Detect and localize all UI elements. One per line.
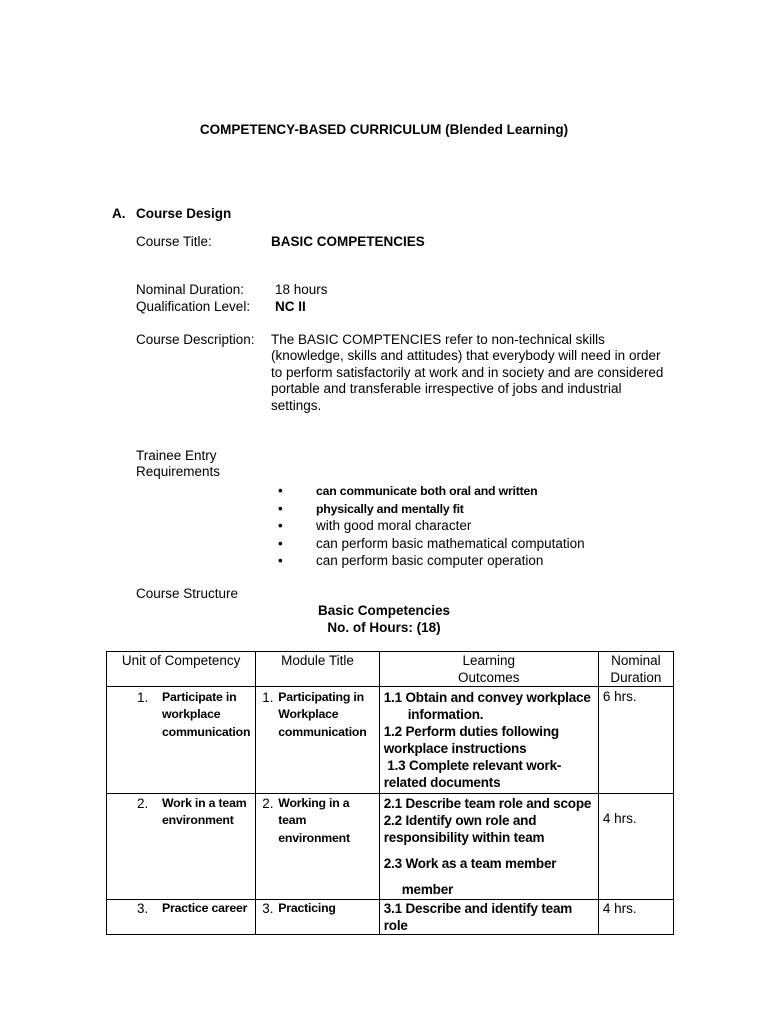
table-row xyxy=(107,900,674,935)
unit-cell xyxy=(107,900,256,935)
unit-line: Participate in xyxy=(162,690,237,704)
document-title: COMPETENCY-BASED CURRICULUM (Blended Learning) xyxy=(199,122,569,137)
outcome-line: workplace instructions xyxy=(383,741,527,756)
module-number: 3. xyxy=(262,901,274,916)
module-line: Working in a xyxy=(278,796,350,810)
entry-requirements-label-line: Requirements xyxy=(136,464,221,479)
header-duration-line: Duration xyxy=(610,670,662,685)
row-number: 1. xyxy=(137,690,149,705)
module-cell xyxy=(256,687,379,794)
outcome-line: information. xyxy=(407,707,484,722)
outcome-line: 1.2 Perform duties following xyxy=(383,724,559,739)
entry-requirements-label xyxy=(136,448,220,480)
list-item xyxy=(278,482,585,500)
requirement-text: can perform basic computer operation xyxy=(316,553,544,568)
description-line: (knowledge, skills and attitudes) that everybody will need in order xyxy=(271,348,661,364)
row-number: 2. xyxy=(137,796,149,811)
qualification-level-value: NC II xyxy=(275,299,306,314)
section-heading xyxy=(112,206,231,221)
list-item xyxy=(278,552,585,570)
list-item xyxy=(278,517,585,535)
outcomes-cell xyxy=(379,794,598,900)
module-line: Participating in xyxy=(278,690,364,704)
module-number: 2. xyxy=(262,796,274,811)
course-description-text xyxy=(271,332,683,414)
header-outcomes xyxy=(379,652,598,687)
bullet-icon: • xyxy=(278,483,283,498)
table-row xyxy=(107,687,674,794)
description-line: to perform satisfactorily at work and in society and are considered xyxy=(271,364,664,380)
duration-cell: 4 hrs. xyxy=(598,794,673,900)
header-module: Module Title xyxy=(256,652,379,687)
structure-hours-caption: No. of Hours: (18) xyxy=(327,620,441,635)
row-number: 3. xyxy=(137,901,149,916)
header-duration xyxy=(598,652,673,687)
module-line: environment xyxy=(278,830,350,845)
header-duration-line: Nominal xyxy=(611,653,661,668)
description-line: portable and transferable irrespective of jobs and industrial xyxy=(271,381,622,397)
course-description-label: Course Description: xyxy=(136,332,255,347)
requirement-text: can perform basic mathematical computation xyxy=(316,535,585,551)
duration-cell: 6 hrs. xyxy=(598,687,673,794)
header-outcomes-line: Outcomes xyxy=(458,670,520,685)
table-row xyxy=(107,794,674,900)
outcome-line: 1.1 Obtain and convey workplace xyxy=(383,690,591,705)
unit-line: communication xyxy=(162,724,251,739)
module-line: Workplace xyxy=(278,707,339,722)
outcome-line: member xyxy=(401,882,454,897)
section-letter: A. xyxy=(112,206,126,221)
entry-requirements-label-line: Trainee Entry xyxy=(136,448,217,463)
header-outcomes-line: Learning xyxy=(462,653,516,668)
requirement-text: can communicate both oral and written xyxy=(316,484,538,498)
outcomes-cell xyxy=(379,687,598,794)
module-cell xyxy=(256,794,379,900)
bullet-icon: • xyxy=(278,553,283,568)
description-line: The BASIC COMPTENCIES refer to non-technical skills xyxy=(271,332,605,347)
outcome-line: 1.3 Complete relevant work- xyxy=(383,758,562,773)
qualification-level-label: Qualification Level: xyxy=(136,299,251,314)
outcome-line: 2.1 Describe team role and scope xyxy=(383,796,592,811)
entry-requirements-list xyxy=(278,482,585,570)
module-line: communication xyxy=(278,724,367,739)
course-title-label: Course Title: xyxy=(136,234,212,249)
module-line: team xyxy=(278,813,307,828)
module-cell xyxy=(256,900,379,935)
bullet-icon: • xyxy=(278,535,283,551)
outcome-line: 2.2 Identify own role and xyxy=(383,813,537,828)
unit-cell xyxy=(107,687,256,794)
list-item xyxy=(278,500,585,518)
description-line: settings. xyxy=(271,397,322,413)
unit-line: Practice career xyxy=(162,901,248,915)
outcomes-cell xyxy=(379,900,598,935)
course-title-value: BASIC COMPETENCIES xyxy=(271,234,425,249)
requirement-text: with good moral character xyxy=(316,518,472,533)
competency-table xyxy=(106,651,674,935)
course-structure-label: Course Structure xyxy=(136,586,239,601)
unit-line: workplace xyxy=(162,707,221,722)
section-title: Course Design xyxy=(136,206,232,221)
table-header-row xyxy=(107,652,674,687)
module-line: Practicing xyxy=(278,901,336,915)
requirement-text: physically and mentally fit xyxy=(316,501,464,516)
outcome-line: responsibility within team xyxy=(383,830,545,845)
nominal-duration-label: Nominal Duration: xyxy=(136,282,245,297)
unit-line: Work in a team xyxy=(162,796,247,810)
module-number: 1. xyxy=(262,690,274,705)
duration-cell: 4 hrs. xyxy=(598,900,673,935)
unit-cell xyxy=(107,794,256,900)
structure-caption: Basic Competencies xyxy=(317,603,451,618)
bullet-icon: • xyxy=(278,518,283,533)
list-item xyxy=(278,535,585,553)
nominal-duration-value: 18 hours xyxy=(275,282,328,297)
outcome-line: 3.1 Describe and identify team role xyxy=(383,901,573,933)
header-unit: Unit of Competency xyxy=(107,652,256,687)
bullet-icon: • xyxy=(278,500,283,516)
unit-line: environment xyxy=(162,813,234,828)
outcome-line: related documents xyxy=(383,775,501,790)
outcome-line: 2.3 Work as a team member xyxy=(383,856,557,871)
